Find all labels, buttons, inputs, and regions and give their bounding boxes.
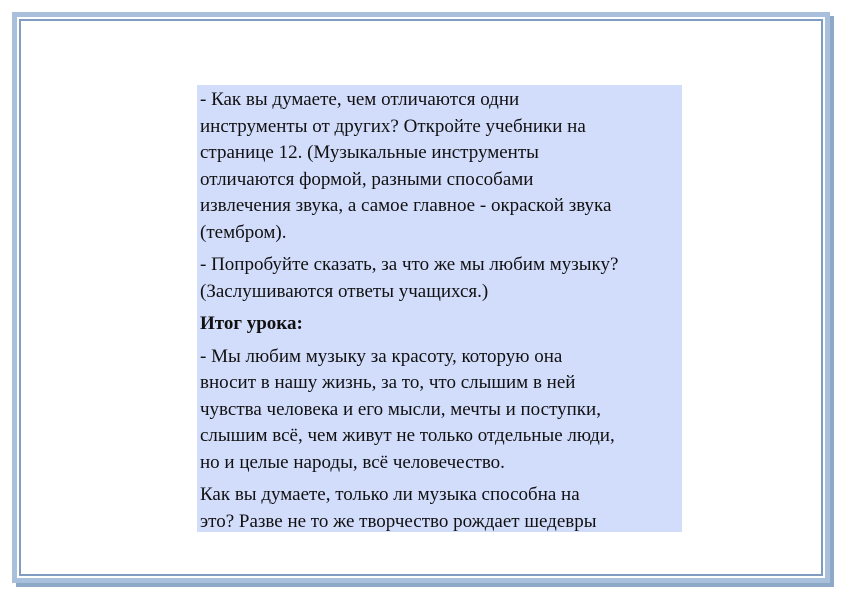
lesson-text-block: [197, 85, 682, 532]
lesson-summary-heading: Итог урока:: [200, 313, 303, 334]
paragraph-final-question: Как вы думаете, только ли музыка способна на это? Разве не то же творчество рождает шедевры: [200, 484, 597, 532]
paragraph-summary-answer: - Мы любим музыку за красоту, которую она вносит в нашу жизнь, за то, что слышим в ней чувства человека и его мысли, мечты и поступки, слышим всё, чем живут не только отдельные люди, но и целые народы, всё человечество.: [200, 345, 615, 473]
paragraph-question-love-music: - Попробуйте сказать, за что же мы любим музыку? (Заслушиваются ответы учащихся.): [200, 254, 619, 302]
frame-shadow-bottom: [16, 583, 834, 587]
paragraph-question-instruments: - Как вы думаете, чем отличаются одни инструменты от других? Откройте учебники на странице 12. (Музыкальные инструменты отличаются формой, разными способами извлечения звука, а самое главное - окраской звука (тембром).: [200, 89, 612, 243]
frame-shadow-right: [830, 16, 834, 587]
